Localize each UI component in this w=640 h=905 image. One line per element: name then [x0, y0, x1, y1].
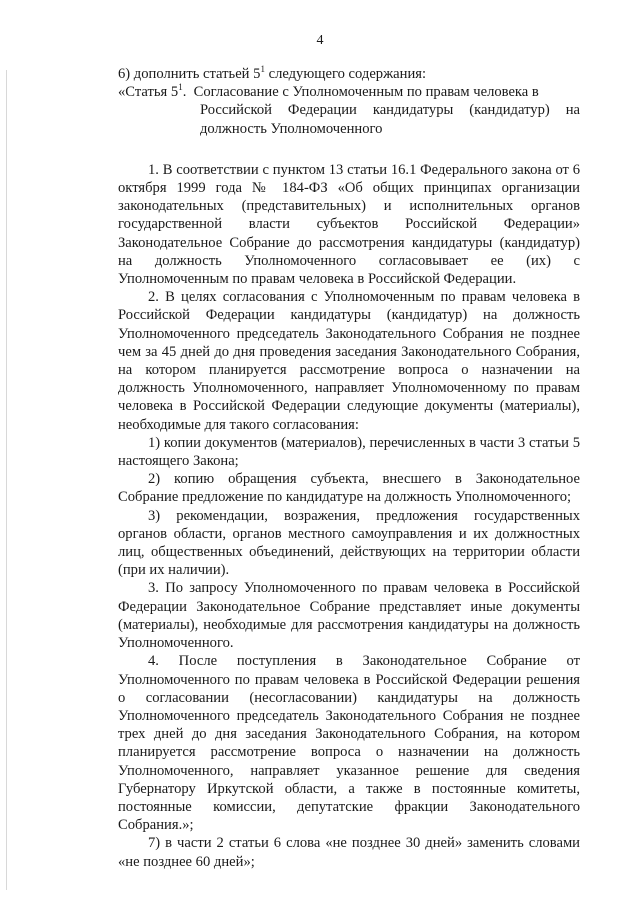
- amendment-item-6: [118, 65, 580, 83]
- paragraph-3: 3. По запросу Уполномоченного по правам человека в Российской Федерации Законодательное Собрание представляет иные документы (материалы), необходимые для рассмотрения кандидатуры на должность Уполномоченного.: [118, 580, 580, 652]
- article-lead-superscript: 1: [178, 82, 183, 93]
- item6-text-after: следующего содержания:: [264, 66, 427, 82]
- article-heading-text-1: Согласование с Уполномоченным по правам человека в: [193, 84, 539, 101]
- paragraph-1: 1. В соответствии с пунктом 13 статьи 16.1 Федерального закона от 6 октября 1999 года № 184-ФЗ «Об общих принципах организации законодательных (представительных) и исполнительных органов государственной власти субъектов Российской Федерации» Законодательное Собрание до рассмотрения кандидатуры (кандидатур) на должность Уполномоченного согласовывает ее (их) с Уполномоченным по правам человека в Российской Федерации.: [118, 161, 580, 288]
- item6-text-before: 6) дополнить статьей 5: [118, 66, 261, 82]
- scan-margin-line: [6, 70, 7, 890]
- article-heading: [118, 83, 580, 138]
- list-item-3: 3) рекомендации, возражения, предложения государственных органов области, органов местного самоуправления и их должностных лиц, общественных объединений, действующих на территории области (при их наличии).: [118, 507, 580, 579]
- article-lead: [118, 84, 186, 100]
- article-heading-line-2: Российской Федерации кандидатуры (кандидатур) на: [200, 102, 580, 119]
- article-lead-text: «Статья 5: [118, 84, 179, 101]
- paragraph-4: 4. После поступления в Законодательное Собрание от Уполномоченного по правам человека в Российской Федерации решения о согласовании (несогласовании) кандидатуры на должность Уполномоченного председатель Законодательного Собрания не позднее трех дней до дня заседания Законодательного Собрания, на котором планируется рассмотрение вопроса о назначении на должность Уполномоченного, направляет указанное решение для сведения Губернатору Иркутской области, а также в постоянные комитеты, постоянные комиссии, депутатские фракции Законодательного Собрания.»;: [118, 653, 580, 834]
- list-item-1: 1) копии документов (материалов), перечисленных в части 3 статьи 5 настоящего Закона;: [118, 434, 580, 470]
- article-heading-line-1: [118, 83, 580, 101]
- paragraph-2: 2. В целях согласования с Уполномоченным по правам человека в Российской Федерации кандидатуры (кандидатур) на должность Уполномоченного председатель Законодательного Собрания не позднее чем за 45 дней до дня проведения заседания Законодательного Собрания, на котором планируется рассмотрение вопроса о назначении на должность Уполномоченного, направляет Уполномоченному по правам человека в Российской Федерации следующие документы (материалы), необходимые для такого согласования:: [118, 289, 580, 433]
- article-lead-dot: .: [182, 84, 187, 101]
- amendment-item-7: 7) в части 2 статьи 6 слова «не позднее 30 дней» заменить словами «не позднее 60 дней»;: [118, 835, 580, 870]
- list-item-2: 2) копию обращения субъекта, внесшего в Законодательное Собрание предложение по кандидатуре на должность Уполномоченного;: [118, 471, 580, 506]
- document-body: [118, 65, 580, 871]
- page-number: 4: [316, 33, 324, 48]
- article-heading-line-3: должность Уполномоченного: [200, 120, 383, 137]
- spacer: [118, 138, 580, 161]
- item6-superscript: 1: [260, 64, 265, 75]
